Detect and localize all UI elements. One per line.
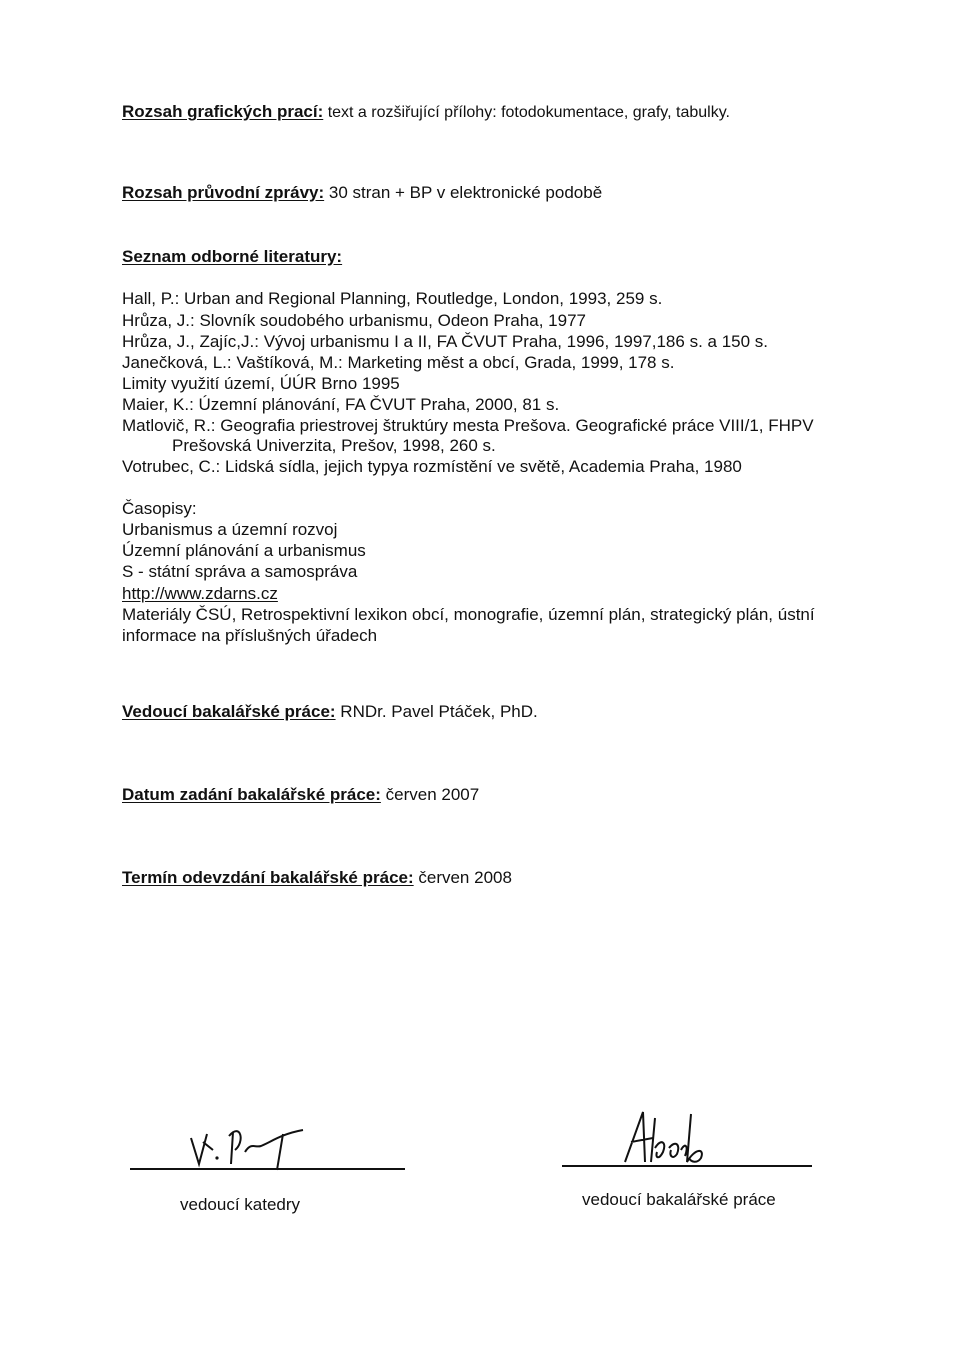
literature-item: Matlovič, R.: Geografia priestrovej štruktúry mesta Prešova. Geografické práce VIII/1, FHPV	[122, 416, 814, 435]
report-scope-value: 30 stran + BP v elektronické podobě	[324, 183, 603, 202]
literature-item: Hall, P.: Urban and Regional Planning, Routledge, London, 1993, 259 s.	[122, 289, 663, 308]
journal-url-link[interactable]: http://www.zdarns.cz	[122, 584, 278, 603]
report-scope-line	[122, 183, 602, 203]
literature-item: Maier, K.: Územní plánování, FA ČVUT Praha, 2000, 81 s.	[122, 395, 560, 414]
journal-item: S - státní správa a samospráva	[122, 562, 358, 581]
journals-heading: Časopisy:	[122, 499, 197, 518]
graphic-scope-line	[122, 102, 730, 123]
journal-item: Územní plánování a urbanismus	[122, 541, 366, 560]
assigned-date-line	[122, 785, 479, 805]
literature-item: Hrůza, J., Zajíc,J.: Vývoj urbanismu I a II, FA ČVUT Praha, 1996, 1997,186 s. a 150 s.	[122, 332, 768, 351]
literature-item: Janečková, L.: Vaštíková, M.: Marketing měst a obcí, Grada, 1999, 178 s.	[122, 353, 675, 372]
signature-line-left	[130, 1168, 405, 1170]
supervisor-label: Vedoucí bakalářské práce:	[122, 702, 336, 721]
due-date-line	[122, 868, 512, 888]
signature-line-right	[562, 1165, 812, 1167]
assigned-date-value: červen 2007	[380, 785, 480, 804]
supervisor-signature	[615, 1108, 725, 1168]
literature-item: Votrubec, C.: Lidská sídla, jejich typya rozmístění ve světě, Academia Praha, 1980	[122, 457, 742, 476]
supervisor-line	[122, 702, 538, 722]
head-of-department-signature	[185, 1112, 325, 1172]
literature-heading: Seznam odborné literatury:	[122, 247, 343, 266]
literature-item: Hrůza, J.: Slovník soudobého urbanismu, Odeon Praha, 1977	[122, 311, 587, 330]
journal-item: Urbanismus a územní rozvoj	[122, 520, 338, 539]
graphic-scope-label: Rozsah grafických prací:	[122, 102, 324, 121]
left-signature-caption: vedoucí katedry	[180, 1195, 301, 1214]
assigned-date-label: Datum zadání bakalářské práce:	[122, 785, 381, 804]
report-scope-label: Rozsah průvodní zprávy:	[122, 183, 325, 202]
graphic-scope-value: text a rozšiřující přílohy: fotodokumentace, grafy, tabulky.	[323, 104, 730, 121]
literature-item-continuation: Prešovská Univerzita, Prešov, 1998, 260 s.	[172, 436, 496, 455]
due-date-value: červen 2008	[413, 868, 512, 887]
materials-line: informace na příslušných úřadech	[122, 626, 378, 645]
literature-item: Limity využití území, ÚÚR Brno 1995	[122, 374, 400, 393]
supervisor-value: RNDr. Pavel Ptáček, PhD.	[335, 702, 538, 721]
literature-heading-line	[122, 247, 342, 267]
materials-line: Materiály ČSÚ, Retrospektivní lexikon obcí, monografie, územní plán, strategický plán, ústní	[122, 605, 815, 624]
right-signature-caption: vedoucí bakalářské práce	[582, 1190, 776, 1209]
due-date-label: Termín odevzdání bakalářské práce:	[122, 868, 414, 887]
